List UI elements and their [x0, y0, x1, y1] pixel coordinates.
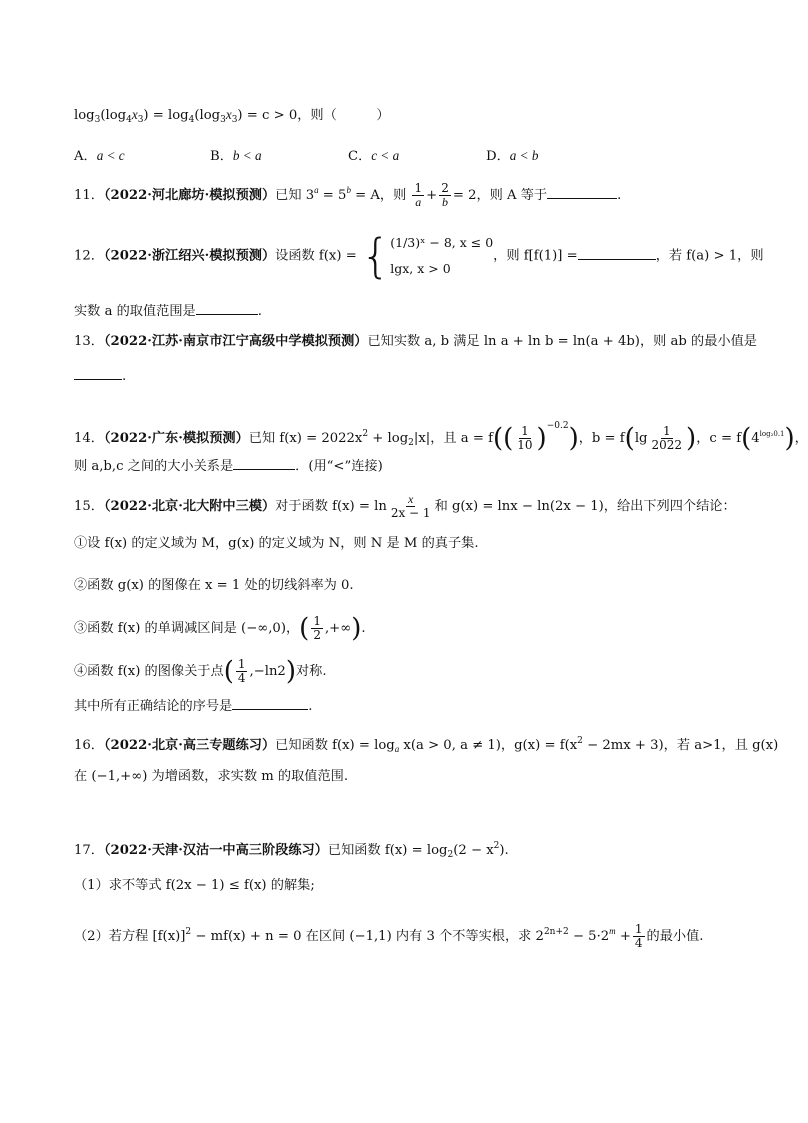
q11-text: = A，则	[350, 188, 407, 203]
q14-line	[74, 408, 808, 461]
q14-text: |x|，且 a = f	[413, 431, 493, 446]
q13-line-2	[74, 365, 126, 387]
option-label: A．	[74, 149, 97, 164]
denominator: 2x − 1	[390, 506, 431, 520]
q16-sup: 2	[577, 736, 583, 746]
q15-end: .	[308, 699, 313, 714]
q17-text: +	[615, 929, 631, 944]
q11-fraction-2	[439, 182, 451, 209]
q12-line-2	[74, 300, 262, 322]
denominator: 10	[517, 438, 533, 452]
statement-text: ①设 f(x) 的定义域为 M，g(x) 的定义域为 N，则 N 是 M 的真子集.	[74, 536, 479, 551]
q17-fraction	[633, 923, 645, 950]
numerator: 1	[237, 657, 246, 671]
q11-text: 已知 3	[275, 188, 315, 203]
question-number: 17．	[74, 843, 104, 858]
q17-text: (2 − x	[453, 843, 494, 858]
q12-line	[74, 230, 764, 283]
q11-line	[74, 180, 621, 209]
paren-close-icon: )	[351, 613, 362, 644]
denominator: 2022	[651, 438, 683, 452]
q12-case-1: (1/3)ˣ − 8, x ≤ 0	[390, 235, 494, 250]
q17-line	[74, 836, 509, 865]
q10-base-a: 3	[94, 115, 101, 125]
q12-text: 实数 a 的取值范围是	[74, 304, 196, 319]
q17-sup: m	[609, 926, 616, 936]
question-number: 13．	[74, 334, 104, 349]
q17-part-2	[74, 914, 704, 954]
q14-sub: 2	[408, 438, 414, 448]
q17-text: 的最小值.	[646, 929, 704, 944]
statement-text: ②函数 g(x) 的图像在 x = 1 处的切线斜率为 0.	[74, 578, 354, 593]
question-number: 15．	[74, 499, 104, 514]
denominator: b	[442, 195, 448, 209]
q10-option-a	[74, 145, 125, 164]
option-expr: b < a	[232, 148, 262, 163]
paren-close-icon: )	[686, 423, 697, 454]
q12-text: ，则 f[f(1)] =	[493, 248, 578, 264]
q10-option-b	[210, 145, 262, 164]
q12-end: .	[257, 304, 262, 319]
q11-sup-a: a	[314, 185, 319, 195]
q10-log: log	[74, 108, 95, 123]
left-brace-icon: {	[360, 229, 391, 283]
question-source: （2022·北京·北大附中三模）	[103, 499, 276, 514]
q10-var-sub-a: 3	[137, 115, 144, 125]
q17-sup: 2n+2	[543, 927, 569, 937]
q15-text: 和 g(x) = lnx − ln(2x − 1)，给出下列四个结论：	[434, 499, 736, 514]
q14-sup: 2	[362, 429, 369, 439]
q11-fraction-1	[412, 182, 424, 209]
q13-text: 已知实数 a, b 满足 ln a + ln b = ln(a + 4b)，则 ab 的最小值是	[367, 334, 757, 349]
numerator: x	[408, 492, 414, 506]
q17-part-1	[74, 876, 315, 896]
q16-text: x(a > 0, a ≠ 1)，g(x) = f(x	[399, 738, 578, 753]
q14-fraction-b	[650, 425, 685, 452]
answer-blank	[233, 455, 295, 470]
q17-sup: 2	[493, 841, 500, 851]
q16-text: 已知函数 f(x) = log	[275, 738, 395, 753]
q14-text: 已知 f(x) = 2022x	[248, 431, 363, 446]
question-source: （2022·北京·高三专题练习）	[103, 738, 276, 753]
q10-eq-mid: ) = log	[143, 108, 189, 123]
answer-blank	[74, 365, 122, 380]
q11-end: .	[617, 188, 622, 203]
paren-open-icon: (	[223, 656, 234, 687]
q10-inner-b: (log	[194, 108, 221, 123]
answer-blank	[578, 245, 656, 260]
q10-inner-a: (log	[100, 108, 127, 123]
q10-var-b: x	[225, 107, 232, 122]
question-number: 16．	[74, 738, 104, 753]
q10-var-sub-b: 3	[231, 115, 238, 125]
q14-exponent: −0.2	[546, 421, 569, 431]
q14-fraction-a	[515, 425, 534, 452]
option-label: B．	[210, 149, 233, 164]
q16-text: − 2mx + 3)，若 a>1，且 g(x)	[582, 738, 779, 753]
paren-open-icon: (	[624, 423, 635, 454]
q11-text: = 2，则 A 等于	[452, 188, 548, 203]
q14-c-base: 4	[751, 431, 760, 446]
statement-text: ,+∞	[324, 621, 352, 636]
question-source: （2022·江苏·南京市江宁高级中学模拟预测）	[103, 334, 368, 349]
q10-inner-base-a: 4	[126, 115, 132, 125]
question-source: （2022·浙江绍兴·模拟预测）	[103, 248, 276, 264]
q15-final	[74, 695, 312, 717]
paren-close-icon: )	[784, 423, 795, 454]
numerator: 1	[634, 922, 643, 936]
answer-blank	[196, 300, 258, 315]
q15-text: 其中所有正确结论的序号是	[74, 699, 233, 714]
q11-text: = 5	[318, 188, 347, 203]
q17-text: ).	[499, 843, 509, 858]
q14-text: 则 a,b,c 之间的大小关系是	[74, 459, 234, 474]
q14-c-exponent: log₂0.1	[759, 430, 785, 438]
option-expr: a < c	[96, 148, 125, 163]
q13-line	[74, 332, 757, 352]
paren-open-icon: (	[299, 613, 310, 644]
q14-text: ，	[794, 431, 808, 446]
q15-fraction	[389, 493, 433, 520]
q15-statement-3	[74, 612, 366, 646]
q11-sup-b: b	[346, 185, 351, 195]
q10-option-c	[348, 145, 399, 164]
option-label: D．	[486, 149, 510, 164]
question-number: 12．	[74, 248, 104, 264]
question-source: （2022·广东·模拟预测）	[103, 431, 249, 446]
question-number: 14．	[74, 431, 104, 446]
q15-statement-1	[74, 534, 479, 554]
numerator: 1	[414, 181, 423, 195]
paren-close-icon: )	[568, 423, 579, 454]
q13-end: .	[122, 369, 127, 384]
option-expr: a < b	[509, 148, 539, 163]
q17-text: − mf(x) + n = 0 在区间 (−1,1) 内有 3 个不等实根，求 2	[191, 929, 544, 944]
q16-text: 在 (−1,+∞) 为增函数，求实数 m 的取值范围.	[74, 769, 349, 784]
paren-open-icon: (	[741, 423, 752, 454]
denominator: a	[415, 195, 422, 209]
paren-close-icon: )	[536, 423, 547, 454]
denominator: 4	[634, 936, 643, 950]
q17-text: （1）求不等式 f(2x − 1) ≤ f(x) 的解集;	[74, 878, 315, 893]
numerator: 2	[441, 181, 449, 195]
q12-text: ，若 f(a) > 1，则	[655, 248, 764, 264]
q14-text: ，b = f	[578, 431, 625, 446]
q16-line	[74, 731, 778, 759]
q17-text: （2）若方程 [f(x)]	[74, 929, 186, 944]
q16-sub: a	[394, 744, 400, 754]
q12-text: 设函数 f(x) =	[275, 248, 357, 264]
q10-condition-line	[74, 105, 390, 130]
q17-text: 已知函数 f(x) = log	[327, 843, 448, 858]
q15-line	[74, 490, 736, 524]
numerator: 1	[521, 424, 529, 438]
question-number: 11．	[74, 188, 104, 203]
q14-text: + log	[368, 431, 409, 446]
question-source: （2022·河北廊坊·模拟预测）	[103, 188, 276, 203]
paren-close-icon: )	[285, 656, 296, 687]
statement-text: ③函数 f(x) 的单调减区间是 (−∞,0)，	[74, 621, 300, 636]
q12-piecewise	[390, 230, 493, 282]
numerator: 1	[662, 424, 671, 438]
option-label: C．	[348, 149, 372, 164]
q15-text: 对于函数 f(x) = ln	[275, 499, 387, 514]
q17-sup: 2	[185, 927, 192, 937]
denominator: 2	[313, 628, 321, 642]
q17-text: − 5·2	[568, 929, 610, 944]
q11-plus: +	[426, 188, 438, 203]
q10-tail: ) = c > 0，则（ ）	[237, 108, 390, 123]
q15-statement-2	[74, 576, 354, 596]
statement-text: .	[361, 621, 366, 636]
numerator: 1	[313, 614, 321, 628]
statement-text: ,−ln2	[249, 664, 286, 679]
q14-text: ，c = f	[696, 431, 742, 446]
answer-blank	[232, 695, 308, 710]
q10-inner-base-b: 3	[220, 115, 226, 125]
q14-text: ．(用“<”连接)	[295, 459, 383, 474]
q14-text: lg	[634, 431, 648, 446]
question-source: （2022·天津·汉沽一中高三阶段练习）	[103, 843, 328, 858]
paren-open-icon: ((	[492, 423, 514, 454]
statement-text: ④函数 f(x) 的图像关于点	[74, 664, 224, 679]
q14-line-2	[74, 455, 383, 477]
q12-case-2: lgx, x > 0	[390, 261, 451, 276]
q16-line-2	[74, 767, 348, 787]
q10-option-d	[486, 145, 538, 164]
q15-statement-4	[74, 655, 327, 689]
denominator: 4	[237, 671, 246, 685]
option-expr: c < a	[371, 148, 400, 163]
q15-fraction-half	[311, 615, 323, 642]
q10-var-a: x	[131, 107, 138, 122]
answer-blank	[547, 184, 617, 199]
q10-base-b: 4	[188, 115, 195, 125]
statement-text: 对称.	[295, 664, 327, 679]
q17-sub: 2	[447, 850, 454, 860]
q15-fraction-quarter	[236, 658, 248, 685]
